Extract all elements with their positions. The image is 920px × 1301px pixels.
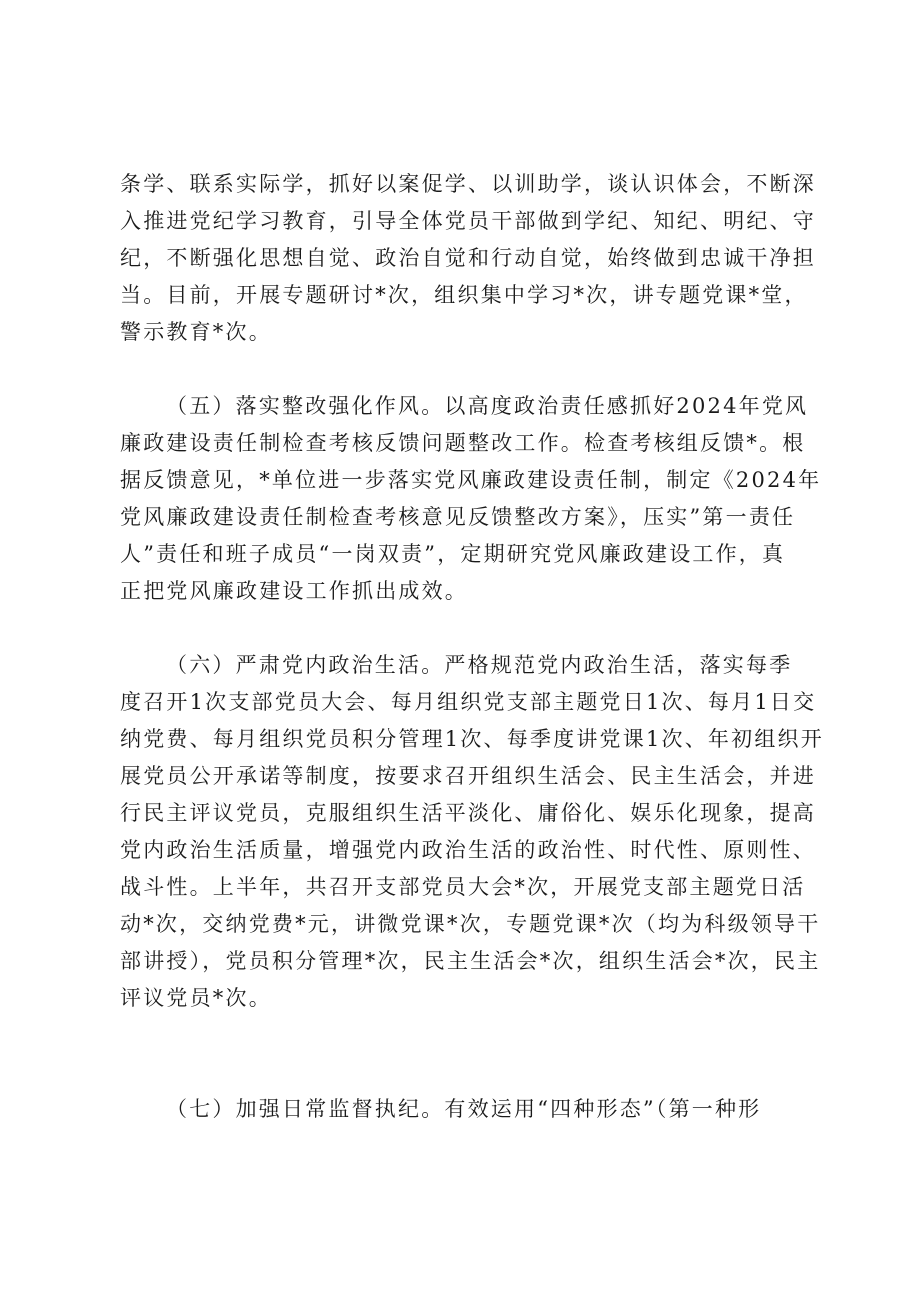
text-line: （六）严肃党内政治生活。严格规范党内政治生活，落实每季 xyxy=(166,653,793,677)
text-line: （七）加强日常监督执纪。有效运用“四种形态”（第一种形 xyxy=(166,1097,762,1121)
text-line: 评议党员*次。 xyxy=(120,986,272,1010)
text-line: 入推进党纪学习教育，引导全体党员干部做到学纪、知纪、明纪、守 xyxy=(120,209,816,233)
text-line: 纳党费、每月组织党员积分管理1次、每季度讲党课1次、年初组织开 xyxy=(120,727,824,751)
paragraph-six xyxy=(120,647,824,1017)
text-line: 廉政建设责任制检查考核反馈问题整改工作。检查考核组反馈*。根 xyxy=(120,431,806,455)
text-line: 条学、联系实际学，抓好以案促学、以训助学，谈认识体会，不断深 xyxy=(120,172,816,196)
text-line: 当。目前，开展专题研讨*次，组织集中学习*次，讲专题党课*堂， xyxy=(120,283,808,307)
text-line: 动*次，交纳党费*元，讲微党课*次，专题党课*次（均为科级领导干 xyxy=(120,912,821,936)
text-line: 纪，不断强化思想自觉、政治自觉和行动自觉，始终做到忠诚干净担 xyxy=(120,246,816,270)
text-line: 展党员公开承诺等制度，按要求召开组织生活会、民主生活会，并进 xyxy=(120,764,816,788)
text-line: 行民主评议党员，克服组织生活平淡化、庸俗化、娱乐化现象，提高 xyxy=(120,801,816,825)
text-line: （五）落实整改强化作风。以高度政治责任感抓好2024年党风 xyxy=(166,394,809,418)
text-line: 警示教育*次。 xyxy=(120,320,272,344)
text-line: 战斗性。上半年，共召开支部党员大会*次，开展党支部主题党日活 xyxy=(120,875,806,899)
text-line: 党风廉政建设责任制检查考核意见反馈整改方案》，压实”第一责任 xyxy=(120,505,796,529)
text-line: 部讲授），党员积分管理*次，民主生活会*次，组织生活会*次，民主 xyxy=(120,949,821,973)
paragraph-seven xyxy=(120,1091,810,1128)
paragraph-five xyxy=(120,388,822,610)
text-line: 党内政治生活质量，增强党内政治生活的政治性、时代性、原则性、 xyxy=(120,838,816,862)
text-line: 人”责任和班子成员“一岗双责”，定期研究党风廉政建设工作，真 xyxy=(120,542,786,566)
text-line: 度召开1次支部党员大会、每月组织党支部主题党日1次、每月1日交 xyxy=(120,690,817,714)
text-line: 据反馈意见，*单位进一步落实党风廉政建设责任制，制定《2024年 xyxy=(120,468,822,492)
paragraph-continuation xyxy=(120,166,816,351)
text-line: 正把党风廉政建设工作抓出成效。 xyxy=(120,579,468,603)
